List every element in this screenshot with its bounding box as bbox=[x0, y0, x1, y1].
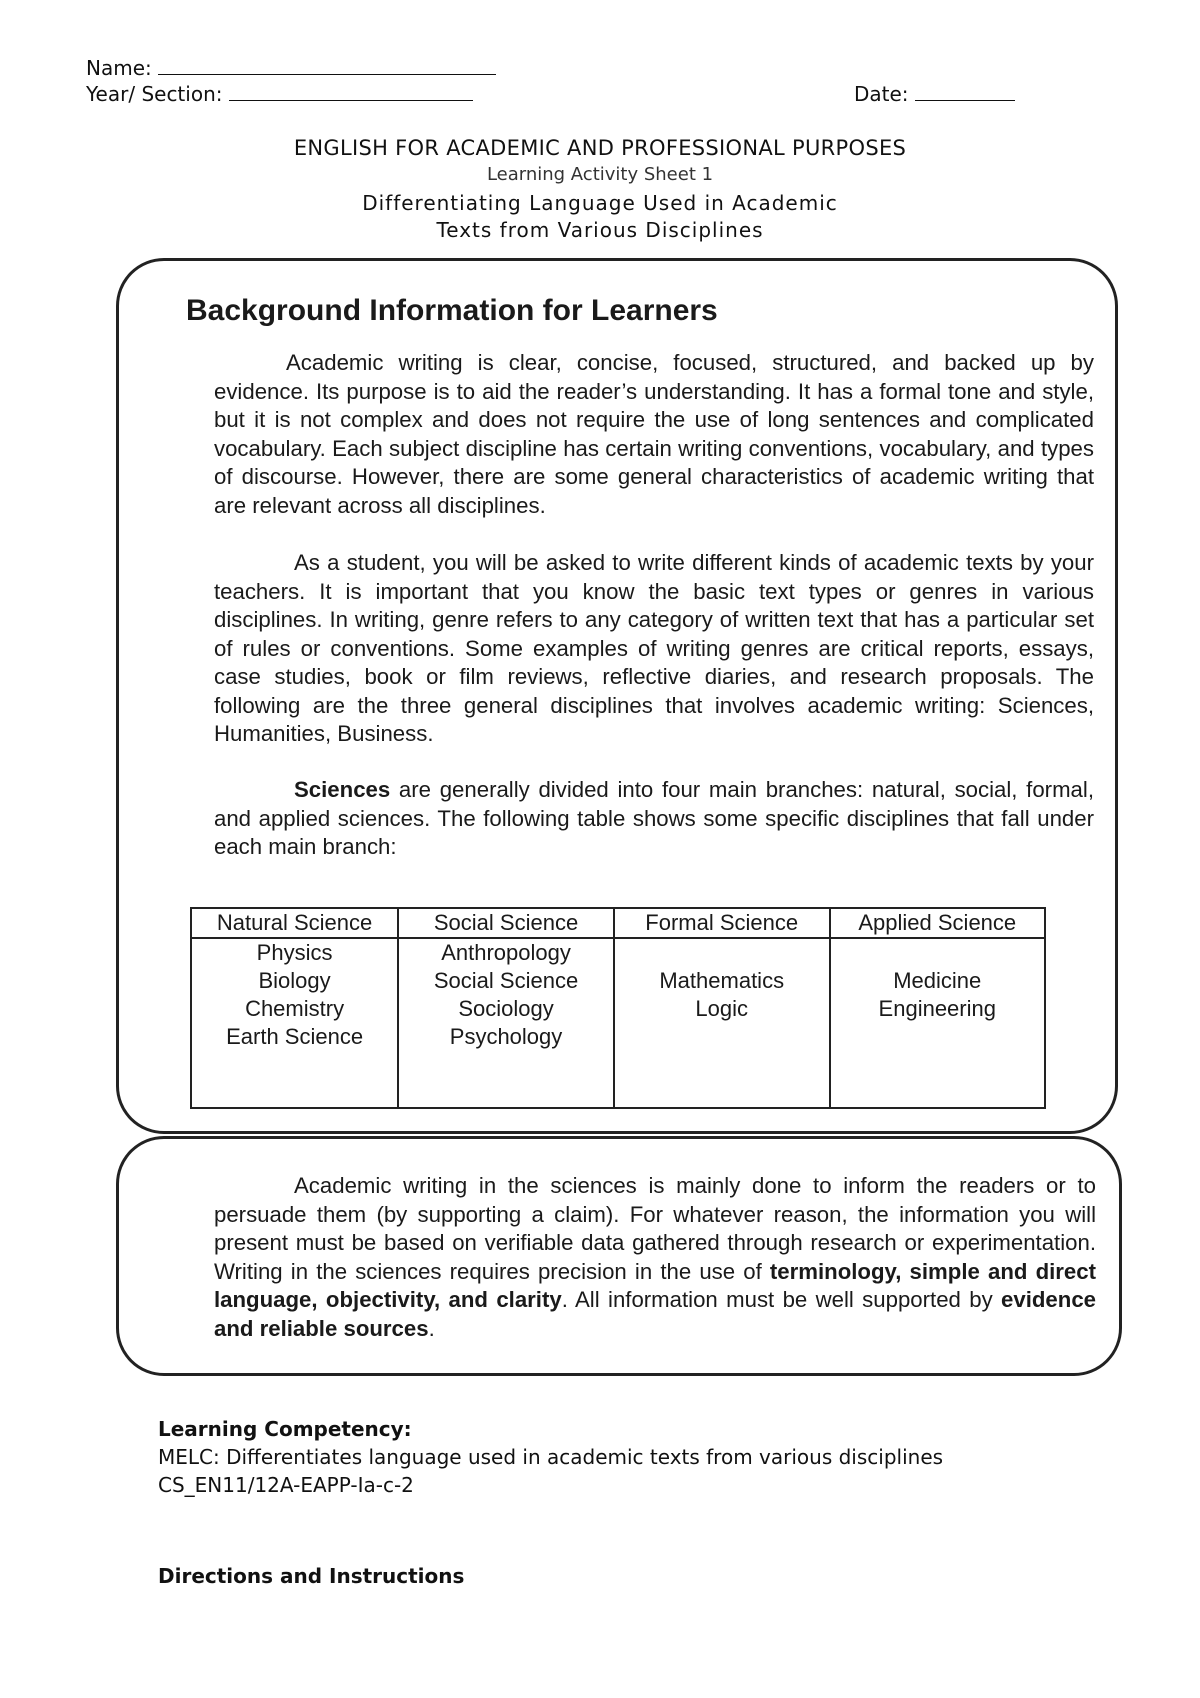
header-social-science: Social Science bbox=[398, 908, 614, 938]
header-applied-science: Applied Science bbox=[830, 908, 1045, 938]
para2-text: As a student, you will be asked to write different kinds of academic texts by your teachers. It is important that you know the basic text types or genres in various disciplines. In writing, genre refers to any category of written text that has a particular set of rules or conventions. Some examples of writing genres are critical reports, essays, case studies, book or film reviews, reflective diaries, and research proposals. The following are the three general disciplines that involves academic writing: Sciences, Humanities, Business. bbox=[214, 550, 1094, 746]
header-formal-science: Formal Science bbox=[614, 908, 830, 938]
list-item: Earth Science bbox=[226, 1024, 364, 1049]
header-natural-science: Natural Science bbox=[191, 908, 398, 938]
social-science-cell bbox=[398, 938, 614, 1108]
applied-science-cell bbox=[830, 938, 1045, 1108]
section-label: Year/ Section: bbox=[86, 82, 223, 106]
list-item: Sociology bbox=[458, 996, 554, 1021]
background-heading: Background Information for Learners bbox=[186, 294, 718, 327]
topic-title-line1: Differentiating Language Used in Academic bbox=[362, 191, 838, 215]
name-label: Name: bbox=[86, 56, 152, 80]
directions-heading: Directions and Instructions bbox=[158, 1564, 465, 1588]
sciences-text-3: . bbox=[428, 1315, 435, 1341]
list-item: Social Science bbox=[433, 968, 579, 993]
para3-text: are generally divided into four main branches: natural, social, formal, and applied sciences. The following table shows some specific disciplines that fall under each main branch: bbox=[214, 777, 1094, 859]
list-item: Biology bbox=[258, 968, 331, 993]
sciences-bold-2: evidence and reliable sources bbox=[214, 1287, 1096, 1341]
background-paragraph-2 bbox=[214, 549, 1094, 749]
sciences-text-1: Academic writing in the sciences is mainly done to inform the readers or to persuade them (by supporting a claim). For whatever reason, the information you will present must be based on verifiable data gathered through research or experimentation. Writing in the sciences requires precision in the use of bbox=[214, 1173, 1096, 1284]
name-field-row bbox=[86, 56, 496, 80]
sciences-bold-1: terminology, simple and direct language, objectivity, and clarity bbox=[214, 1258, 1096, 1312]
background-paragraph-1 bbox=[214, 349, 1094, 520]
sciences-term: Sciences bbox=[294, 777, 391, 802]
background-paragraph-3 bbox=[214, 776, 1094, 862]
course-title: ENGLISH FOR ACADEMIC AND PROFESSIONAL PURPOSES bbox=[293, 136, 907, 160]
competency-melc: MELC: Differentiates language used in academic texts from various disciplines bbox=[158, 1445, 944, 1469]
topic-title-line2: Texts from Various Disciplines bbox=[436, 218, 764, 242]
competency-code: CS_EN11/12A-EAPP-Ia-c-2 bbox=[158, 1473, 414, 1497]
sciences-text-2: . All information must be well supported by bbox=[561, 1287, 1002, 1312]
para1-text: Academic writing is clear, concise, focused, structured, and backed up by evidence. Its purpose is to aid the reader’s understanding. It has a formal tone and style, but it is not complex and does not require the use of long sentences and complicated vocabulary. Each subject discipline has certain writing conventions, vocabulary, and types of discourse. However, there are some general characteristics of academic writing that are relevant across all disciplines. bbox=[214, 350, 1094, 518]
section-blank[interactable] bbox=[229, 82, 473, 101]
table-row bbox=[191, 938, 1045, 1108]
list-item: Anthropology bbox=[441, 940, 571, 965]
list-item: Chemistry bbox=[245, 996, 345, 1021]
list-item: Physics bbox=[256, 940, 333, 965]
list-item: Mathematics bbox=[659, 968, 785, 993]
date-field-row bbox=[854, 82, 1015, 106]
list-item: Logic bbox=[695, 996, 749, 1021]
date-label: Date: bbox=[854, 82, 909, 106]
sheet-title: Learning Activity Sheet 1 bbox=[486, 164, 714, 185]
list-item: Engineering bbox=[878, 996, 996, 1021]
sciences-writing-paragraph bbox=[214, 1172, 1096, 1343]
competency-heading: Learning Competency: bbox=[158, 1417, 412, 1441]
natural-science-cell bbox=[191, 938, 398, 1108]
name-blank[interactable] bbox=[158, 56, 496, 75]
list-item: Medicine bbox=[893, 968, 982, 993]
formal-science-cell bbox=[614, 938, 830, 1108]
date-blank[interactable] bbox=[915, 82, 1015, 101]
table-header-row bbox=[191, 908, 1045, 938]
sciences-table bbox=[190, 907, 1046, 1109]
section-field-row bbox=[86, 82, 473, 106]
list-item: Psychology bbox=[449, 1024, 563, 1049]
